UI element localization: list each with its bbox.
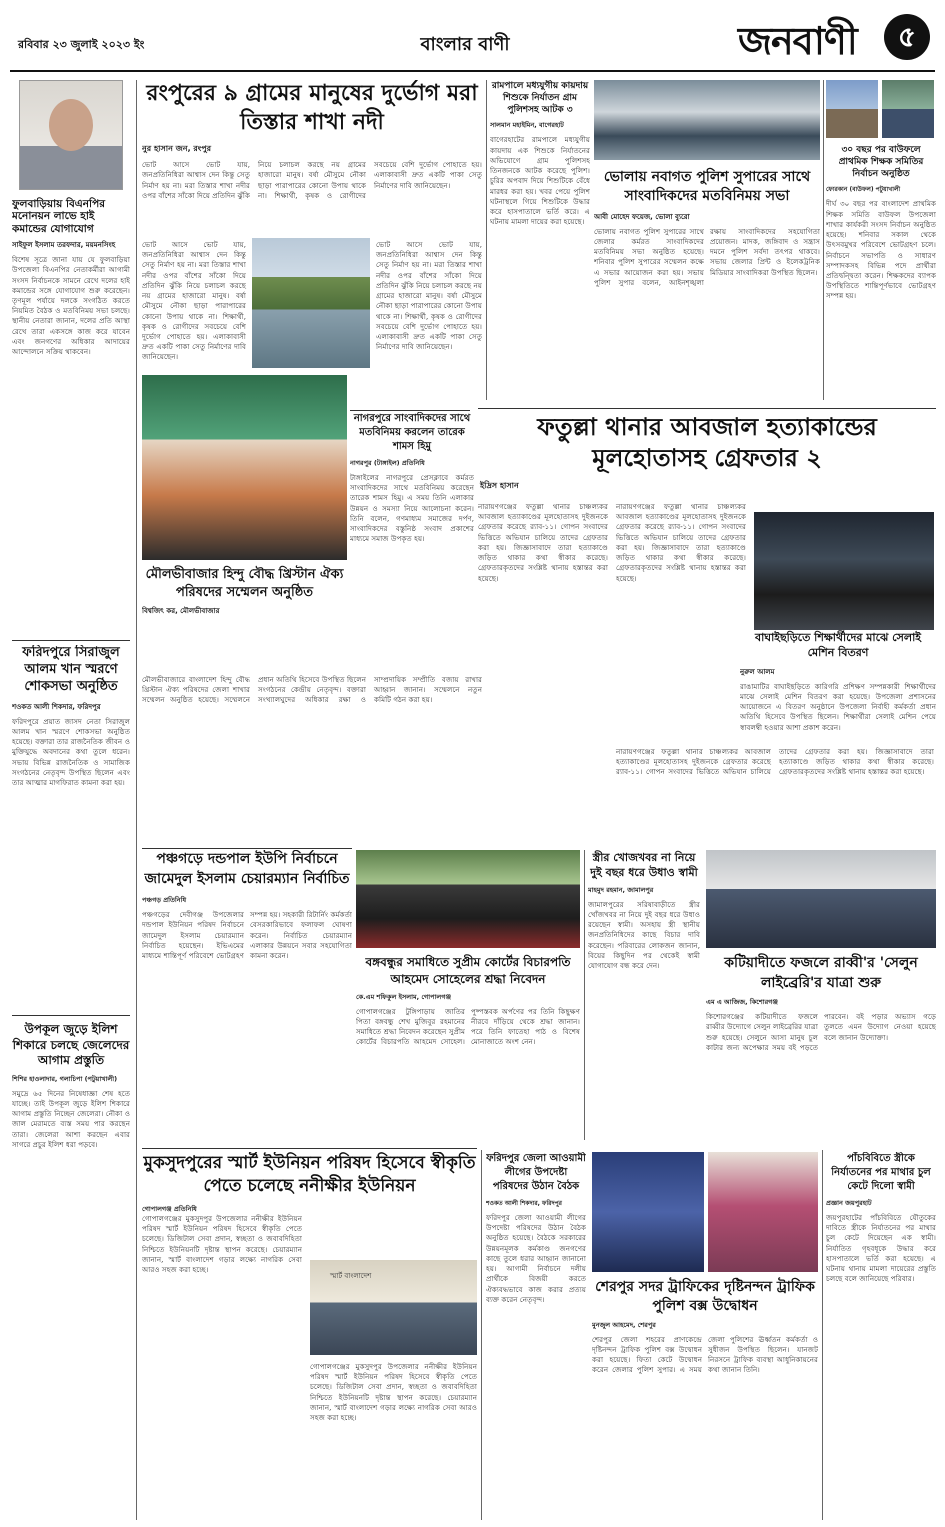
article-body: গোপালগঞ্জের টুঙ্গিপাড়ায় জাতির পিতা বঙ্গবন্ধু শেখ মুজিবুর রহমানের সমাধিতে শ্রদ্ধা নিবেদন করেছেন সুপ্রীম কোর্টের বিচারপতি আহমেদ সোহেল। পুষ্পস্তবক অর্পণের পর তিনি কিছুক্ষণ নীরবে দাঁড়িয়ে থেকে শ্রদ্ধা জানান। পরে তিনি ফাতেহা পাঠ ও বিশেষ মোনাজাতে অংশ নেন। — [356, 1006, 580, 1047]
byline: গোপালগঞ্জ প্রতিনিধি — [142, 1204, 197, 1213]
masthead-rule — [10, 70, 935, 72]
article-faridpur-al — [486, 1152, 586, 1517]
headline: কটিয়াদীতে ফজলে রাব্বী'র 'সেলুন লাইব্রেরি'র যাত্রা শুরু — [724, 955, 918, 991]
conference-photo — [142, 375, 347, 560]
arrest-photo — [754, 512, 934, 630]
headline: ভোলায় নবাগত পুলিশ সুপারের সাথে সাংবাদিকদের মতবিনিময় সভা — [603, 169, 811, 204]
inauguration-photos — [592, 1152, 818, 1272]
article-body: টাঙ্গাইলের নাগরপুরে প্রেসক্লাবে কর্মরত সাংবাদিকদের সাথে মতবিনিময় করেছেন তারেক শামস হিমু। এ সময় তিনি এলাকার উন্নয়ন ও সমস্যা নিয়ে আলোচনা করেন। তিনি বলেন, গণমাধ্যম সমাজের দর্পণ, সাংবাদিকদের বস্তুনিষ্ঠ সংবাদ প্রকাশের মাধ্যমে সমাজ উপকৃত হয়। — [350, 473, 474, 544]
byline: সাইফুল ইসলাম তরফদার, ময়মনসিংহ — [12, 241, 116, 250]
moulvibazar-body: মৌলভীবাজারে বাংলাদেশ হিন্দু বৌদ্ধ খ্রিস্টান ঐক্য পরিষদের জেলা শাখার সম্মেলন অনুষ্ঠিত হয়েছে। সম্মেলনে প্রধান অতিথি হিসেবে উপস্থিত ছিলেন সংগঠনের কেন্দ্রীয় নেতৃবৃন্দ। বক্তারা সংখ্যালঘুদের অধিকার রক্ষা ও সাম্প্রদায়িক সম্প্রীতি বজায় রাখার আহ্বান জানান। সম্মেলনে নতুন কমিটি গঠন করা হয়। — [142, 675, 482, 705]
byline: ইদ্রিস হাসান — [480, 481, 519, 491]
divider — [12, 1015, 130, 1016]
byline: মাহমুদ রহমান, জামালপুর — [588, 885, 654, 894]
headline: নাগরপুরে সাংবাদিকদের সাথে মতবিনিময় করলেন তারেক শামস হিমু — [353, 413, 471, 452]
article-body: পঞ্চগড়ের দেবীগঞ্জ উপজেলার দন্ডপাল ইউনিয়ন পরিষদ নির্বাচনে জামেদুল ইসলাম চেয়ারম্যান নির্বাচিত হয়েছেন। ইভিএমের মাধ্যমে শান্তিপূর্ণ পরিবেশে ভোটগ্রহণ সম্পন্ন হয়। সহকারী রিটার্নিং কর্মকর্তা বেসরকারিভাবে ফলাফল ঘোষণা করেন। নির্বাচিত চেয়ারম্যান এলাকার উন্নয়নে সবার সহযোগিতা কামনা করেন। — [142, 910, 352, 961]
byline: এম এ আজিজ, কিশোরগঞ্জ — [706, 998, 778, 1007]
article-fulbaria — [12, 80, 130, 630]
article-muksudpur — [142, 1152, 477, 1517]
article-sirajul — [12, 645, 130, 920]
article-bhola — [594, 80, 820, 400]
headline: ৩০ বছর পর বাউফলে প্রাথমিক শিক্ষক সমিতির নির্বাচন অনুষ্ঠিত — [838, 145, 924, 180]
article-bangabandhu — [356, 850, 580, 1140]
page-number: ৫ — [897, 20, 917, 53]
article-body-continued: নারায়ণগঞ্জের ফতুল্লা থানার চাঞ্চল্যকর আবজাল হত্যাকাণ্ডের মূলহোতাসহ দুইজনকে গ্রেফতার করেছে র‌্যাব-১১। গোপন সংবাদের ভিত্তিতে অভিযান চালিয়ে তাদের গ্রেফতার করা হয়। জিজ্ঞাসাবাদে তারা হত্যাকাণ্ডে জড়িত থাকার কথা স্বীকার করেছে। গ্রেফতারকৃতদের সংশ্লিষ্ট থানায় হস্তান্তর করা হয়েছে। — [616, 502, 746, 583]
masthead — [0, 0, 945, 78]
headline: শেরপুর সদর ট্রাফিকের দৃষ্টিনন্দন ট্রাফিক পুলিশ বক্স উদ্বোধন — [595, 1279, 815, 1314]
byline: সালমান মহাইমিন, বাগেরহাট — [490, 121, 564, 130]
article-sherpur — [592, 1152, 818, 1517]
headline: ফরিদপুরে সিরাজুল আলম খান স্মরণে শোকসভা অনুষ্ঠিত — [22, 645, 120, 694]
headline: মৌলভীবাজার হিন্দু বৌদ্ধ খ্রিস্টান ঐক্য পরিষদের সম্মেলন অনুষ্ঠিত — [145, 567, 344, 600]
headline: ফরিদপুর জেলা আওয়ামী লীগের উপদেষ্টা পরিষদের উঠান বৈঠক — [486, 1153, 586, 1192]
article-panchbibi — [826, 1152, 936, 1517]
headline: মুকসুদপুরের স্মার্ট ইউনিয়ন পরিষদ হিসেবে স্বীকৃতি পেতে চলেছে ননীক্ষীর ইউনিয়ন — [143, 1153, 476, 1196]
article-body-continued: ভোট আসে ভোট যায়, জনপ্রতিনিধিরা আশ্বাস দেন কিন্তু সেতু নির্মাণ হয় না। মরা তিস্তার শাখা নদীর ওপর বাঁশের সাঁকো দিয়ে প্রতিদিন ঝুঁকি নিয়ে চলাচল করছে নয় গ্রামের হাজারো মানুষ। বর্ষা মৌসুমে নৌকা ছাড়া পারাপারের কোনো উপায় থাকে না। শিক্ষার্থী, কৃষক ও রোগীদের সবচেয়ে বেশি দুর্ভোগ পোহাতে হয়। এলাকাবাসী দ্রুত একটি পাকা সেতু নির্মাণের দাবি জানিয়েছেন। — [142, 240, 246, 362]
river-bridge-photo — [252, 238, 370, 368]
article-panchagarh — [142, 850, 352, 1140]
union-office-photo — [310, 1260, 477, 1355]
headline: পঞ্চগড়ে দন্ডপাল ইউপি নির্বাচনে জামেদুল ইসলাম চেয়ারম্যান নির্বাচিত — [144, 851, 350, 887]
divider — [350, 410, 470, 411]
article-body-continued: গোপালগঞ্জের মুকসুদপুর উপজেলার ননীক্ষীর ইউনিয়ন পরিষদ স্মার্ট ইউনিয়ন পরিষদ হিসেবে স্বীকৃতি পেতে চলেছে। ডিজিটাল সেবা প্রদান, স্বচ্ছতা ও জবাবদিহিতা নিশ্চিতে ইউনিয়নটি দৃষ্টান্ত স্থাপন করেছে। চেয়ারম্যান জানান, স্মার্ট বাংলাদেশ গড়ার লক্ষ্যে নাগরিক সেবা আরও সহজ করা হচ্ছে। — [310, 1362, 477, 1423]
portrait-photo — [19, 80, 123, 190]
byline: নুরুল আলম — [740, 667, 775, 676]
article-primary — [826, 80, 936, 410]
column-rule — [481, 1150, 482, 1520]
article-body: রাঙামাটির বাঘাইছড়িতে কারিগরি প্রশিক্ষণ সম্পন্নকারী শিক্ষার্থীদের মাঝে সেলাই মেশিন বিতরণ করা হয়েছে। উপজেলা প্রশাসনের আয়োজনে এ বিতরণ অনুষ্ঠানে উপজেলা নির্বাহী কর্মকর্তা প্রধান অতিথি হিসেবে উপস্থিত ছিলেন। শিক্ষার্থীরা সেলাই মেশিন পেয়ে স্বাবলম্বী হওয়ার আশা প্রকাশ করেন। — [740, 681, 936, 732]
police-photo — [592, 1152, 704, 1272]
issue-date: রবিবার ২৩ জুলাই ২০২৩ ইং — [18, 38, 145, 51]
memorial-photo — [356, 850, 580, 948]
column-rule — [486, 80, 487, 400]
article-body-continued: নারায়ণগঞ্জের ফতুল্লা থানার চাঞ্চল্যকর আবজাল হত্যাকাণ্ডের মূলহোতাসহ দুইজনকে গ্রেফতার করেছে র‌্যাব-১১। গোপন সংবাদের ভিত্তিতে অভিযান চালিয়ে তাদের গ্রেফতার করা হয়। জিজ্ঞাসাবাদে তারা হত্যাকাণ্ডে জড়িত থাকার কথা স্বীকার করেছে। গ্রেফতারকৃতদের সংশ্লিষ্ট থানায় হস্তান্তর করা হয়েছে। — [616, 747, 934, 777]
newspaper-logo — [738, 12, 888, 64]
article-body: ভোট আসে ভোট যায়, জনপ্রতিনিধিরা আশ্বাস দেন কিন্তু সেতু নির্মাণ হয় না। মরা তিস্তার শাখা নদীর ওপর বাঁশের সাঁকো দিয়ে প্রতিদিন ঝুঁকি নিয়ে চলাচল করছে নয় গ্রামের হাজারো মানুষ। বর্ষা মৌসুমে নৌকা ছাড়া পারাপারের কোনো উপায় থাকে না। শিক্ষার্থী, কৃষক ও রোগীদের সবচেয়ে বেশি দুর্ভোগ পোহাতে হয়। এলাকাবাসী দ্রুত একটি পাকা সেতু নির্মাণের দাবি জানিয়েছেন। — [142, 160, 482, 200]
divider — [12, 640, 130, 641]
byline: কে.এম শফিকুল ইসলাম, গোপালগঞ্জ — [356, 992, 452, 1001]
candidate-photo — [882, 80, 934, 138]
column-rule — [584, 850, 585, 1140]
column-rule — [823, 80, 824, 400]
byline: শওকত আলী শিকদার, ফরিদপুর — [486, 1200, 562, 1207]
headline: উপকূল জুড়ে ইলিশ শিকারে চলছে জেলেদের আগাম প্রস্তুতি — [12, 1022, 130, 1068]
article-body: জয়পুরহাটের পাঁচবিবিতে যৌতুকের দাবিতে স্ত্রীকে নির্যাতনের পর মাথার চুল কেটে দিয়েছেন এক স্বামী। নির্যাতিত গৃহবধূকে উদ্ধার করে হাসপাতালে ভর্তি করা হয়েছে। এ ঘটনায় থানায় মামলা দায়েরের প্রস্তুতি চলছে বলে জানিয়েছে পরিবার। — [826, 1213, 936, 1284]
article-body: ভোলায় নবাগত পুলিশ সুপারের সাথে জেলার কর্মরত সাংবাদিকদের মতবিনিময় সভা অনুষ্ঠিত হয়েছে। শনিবার পুলিশ সুপারের সম্মেলন কক্ষে এ সভার আয়োজন করা হয়। সভায় পুলিশ সুপার বলেন, আইনশৃঙ্খলা রক্ষায় সাংবাদিকদের সহযোগিতা প্রয়োজন। মাদক, জঙ্গিবাদ ও সন্ত্রাস দমনে পুলিশ সর্বদা তৎপর থাকবে। সভায় জেলার প্রিন্ট ও ইলেকট্রনিক মিডিয়ার সাংবাদিকরা উপস্থিত ছিলেন। — [594, 226, 820, 287]
divider — [142, 1148, 477, 1149]
section-title: বাংলার বাণী — [420, 34, 510, 55]
headline: রংপুরের ৯ গ্রামের মানুষের দুর্ভোগ মরা তিস্তার শাখা নদী — [146, 81, 478, 135]
candidate-photo — [826, 80, 878, 138]
byline: ফোরকান (বাউফল) পটুয়াখালী — [826, 186, 901, 194]
divider — [478, 408, 936, 409]
saloon-library-photo — [706, 850, 936, 948]
headline: বাঘাইছড়িতে শিক্ষার্থীদের মাঝে সেলাই মেশিন বিতরণ — [754, 631, 921, 660]
candidate-photos — [826, 80, 936, 138]
column-rule — [822, 1150, 823, 1520]
byline: মুনজুল আহমেদ, শেরপুর — [592, 1320, 656, 1329]
article-body: জামালপুরের সরিষাবাড়ীতে স্ত্রীর খোঁজখবর না নিয়ে দুই বছর ধরে উধাও রয়েছেন স্বামী। অসহায় স্ত্রী স্থানীয় জনপ্রতিনিধিদের কাছে বিচার দাবি করেছেন। পরিবারের লোকজন জানান, বিয়ের কিছুদিন পর থেকেই স্বামী যোগাযোগ বন্ধ করে দেন। — [588, 899, 700, 971]
meeting-photo — [594, 80, 820, 160]
article-body: সমুদ্রে ৬৫ দিনের নিষেধাজ্ঞা শেষ হতে যাচ্ছে। তাই উপকূল জুড়ে ইলিশ শিকারে আগাম প্রস্তুতি নিচ্ছেন জেলেরা। নৌকা ও জাল মেরামতে ব্যস্ত সময় পার করছেন তারা। জেলেরা আশা করছেন এবার সাগরে প্রচুর ইলিশ ধরা পড়বে। — [12, 1088, 130, 1149]
headline: ফুলবাড়িয়ায় বিএনপির মনোনয়ন লাভে হাই কমান্ডের যোগাযোগ — [12, 198, 105, 235]
article-ilish — [12, 1022, 130, 1517]
column-rule — [136, 80, 137, 1520]
article-moulvibazar — [142, 375, 347, 670]
article-body: গোপালগঞ্জের মুকসুদপুর উপজেলার ননীক্ষীর ইউনিয়ন পরিষদ স্মার্ট ইউনিয়ন পরিষদ হিসেবে স্বীকৃতি পেতে চলেছে। ডিজিটাল সেবা প্রদান, স্বচ্ছতা ও জবাবদিহিতা নিশ্চিতে ইউনিয়নটি দৃষ্টান্ত স্থাপন করেছে। চেয়ারম্যান জানান, স্মার্ট বাংলাদেশ গড়ার লক্ষ্যে নাগরিক সেবা আরও সহজ করা হচ্ছে। — [142, 1214, 302, 1275]
byline: শওকত আলী শিকদার, ফরিদপুর — [12, 702, 101, 711]
headline: স্ত্রীর খোজখবর না নিয়ে দুই বছর ধরে উধাও স্বামী — [590, 851, 698, 880]
byline: বিশ্বজিৎ কর, মৌলভীবাজার — [142, 607, 220, 616]
byline: শিশির হাওলাদার, গলাচিপা (পটুয়াখালী) — [12, 1074, 118, 1083]
article-body: বাগেরহাটের রামপালে মধ্যযুগীয় কায়দায় এক শিশুকে নির্যাতনের অভিযোগে গ্রাম পুলিশসহ তিনজনকে আটক করেছে পুলিশ। চুরির অপবাদ দিয়ে শিশুটিকে বেঁধে মারধর করা হয়। খবর পেয়ে পুলিশ ঘটনাস্থলে গিয়ে শিশুটিকে উদ্ধার করে হাসপাতালে ভর্তি করে। এ ঘটনায় মামলা দায়ের করা হয়েছে। — [490, 135, 590, 227]
article-body: নারায়ণগঞ্জের ফতুল্লা থানার চাঞ্চল্যকর আবজাল হত্যাকাণ্ডের মূলহোতাসহ দুইজনকে গ্রেফতার করেছে র‌্যাব-১১। গোপন সংবাদের ভিত্তিতে অভিযান চালিয়ে তাদের গ্রেফতার করা হয়। জিজ্ঞাসাবাদে তারা হত্যাকাণ্ডে জড়িত থাকার কথা স্বীকার করেছে। গ্রেফতারকৃতদের সংশ্লিষ্ট থানায় হস্তান্তর করা হয়েছে। — [478, 502, 608, 583]
byline: প্রজ্ঞান জয়পুরহাট — [826, 1199, 872, 1207]
article-body: ফরিদপুরে প্রয়াত জাসদ নেতা সিরাজুল আলম খান স্মরণে শোকসভা অনুষ্ঠিত হয়েছে। বক্তারা তার রাজনৈতিক জীবন ও মুক্তিযুদ্ধে অবদানের কথা তুলে ধরেন। সভায় বিভিন্ন রাজনৈতিক ও সামাজিক সংগঠনের নেতৃবৃন্দ উপস্থিত ছিলেন এবং তার আত্মার মাগফিরাত কামনা করা হয়। — [12, 716, 130, 787]
article-bagaichari — [740, 630, 936, 850]
article-body-continued: ভোট আসে ভোট যায়, জনপ্রতিনিধিরা আশ্বাস দেন কিন্তু সেতু নির্মাণ হয় না। মরা তিস্তার শাখা নদীর ওপর বাঁশের সাঁকো দিয়ে প্রতিদিন ঝুঁকি নিয়ে চলাচল করছে নয় গ্রামের হাজারো মানুষ। বর্ষা মৌসুমে নৌকা ছাড়া পারাপারের কোনো উপায় থাকে না। শিক্ষার্থী, কৃষক ও রোগীদের সবচেয়ে বেশি দুর্ভোগ পোহাতে হয়। এলাকাবাসী দ্রুত একটি পাকা সেতু নির্মাণের দাবি জানিয়েছেন। — [376, 240, 482, 352]
byline: নাগরপুর (টাঙ্গাইল) প্রতিনিধি — [350, 459, 425, 467]
headline: বঙ্গবন্ধুর সমাধিতে সুপ্রীম কোর্টের বিচারপতি আহমেদ সোহেলের শ্রদ্ধা নিবেদন — [365, 955, 571, 986]
article-body: শেরপুর জেলা শহরের প্রাণকেন্দ্রে দৃষ্টিনন্দন ট্রাফিক পুলিশ বক্স উদ্বোধন করা হয়েছে। ফিতা কেটে উদ্বোধন করেন জেলার পুলিশ সুপার। এ সময় জেলা পুলিশের ঊর্ধ্বতন কর্মকর্তা ও সুধীজন উপস্থিত ছিলেন। যানজট নিরসনে ট্রাফিক ব্যবস্থা আধুনিকায়নের কথা জানান তিনি। — [592, 1334, 818, 1375]
headline: ফতুল্লা থানার আবজাল হত্যাকান্ডের মূলহোতাসহ গ্রেফতার ২ — [537, 413, 877, 473]
logo-text: জনবাণী — [738, 19, 857, 63]
ribbon-cutting-photo — [708, 1152, 818, 1272]
article-katiadi — [706, 850, 936, 1140]
byline: আবী মোহেদ ফয়েজ, ভোলা ব্যুরো — [594, 212, 690, 221]
article-rampal — [490, 80, 590, 400]
byline: পঞ্চগড় প্রতিনিধি — [142, 896, 187, 905]
byline: নুর হাসান জন, রংপুর — [142, 144, 212, 154]
article-tarek — [350, 412, 474, 662]
page-number-badge — [884, 14, 930, 60]
article-body: বিশেষ সূত্রে জানা যায় যে ফুলবাড়িয়া উপজেলা বিএনপির নেতাকর্মীরা আগামী সংসদ নির্বাচনকে সামনে রেখে দলের হাই কমান্ডের সঙ্গে যোগাযোগ শুরু করেছেন। তৃণমূল পর্যায়ে দলকে সংগঠিত করতে নিয়মিত বৈঠক ও মতবিনিময় সভা চলছে। স্থানীয় নেতারা জানান, দলের প্রতি আস্থা রেখে তারা একসঙ্গে কাজ করে যাবেন এবং জনগণের অধিকার আদায়ের আন্দোলনে সক্রিয় থাকবেন। — [12, 255, 130, 357]
article-body: দীর্ঘ ৩০ বছর পর বাংলাদেশ প্রাথমিক শিক্ষক সমিতি বাউফল উপজেলা শাখার কার্যকরী সংসদ নির্বাচন অনুষ্ঠিত হয়েছে। শনিবার সকাল থেকে উৎসবমুখর পরিবেশে ভোটগ্রহণ চলে। নির্বাচনে সভাপতি ও সাধারণ সম্পাদকসহ বিভিন্ন পদে প্রার্থীরা প্রতিদ্বন্দ্বিতা করেন। শিক্ষকদের ব্যাপক উপস্থিতিতে শান্তিপূর্ণভাবে ভোটগ্রহণ সম্পন্ন হয়। — [826, 199, 936, 301]
headline: পাঁচবিবিতে স্ত্রীকে নির্যাতনের পর মাথার চুল কেটে দিলো স্বামী — [831, 1153, 931, 1192]
article-body: ফরিদপুর জেলা আওয়ামী লীগের উপদেষ্টা পরিষদের উঠান বৈঠক অনুষ্ঠিত হয়েছে। বৈঠকে সরকারের উন্নয়নমূলক কর্মকাণ্ড জনগণের কাছে তুলে ধরার আহ্বান জানানো হয়। আগামী নির্বাচনে দলীয় প্রার্থীকে বিজয়ী করতে ঐক্যবদ্ধভাবে কাজ করার প্রত্যয় ব্যক্ত করেন নেতৃবৃন্দ। — [486, 1213, 586, 1304]
article-body: কিশোরগঞ্জের কটিয়াদীতে ফজলে রাব্বীর উদ্যোগে সেলুন লাইব্রেরির যাত্রা শুরু হয়েছে। সেলুনে আসা মানুষ চুল কাটার জন্য অপেক্ষার সময় বই পড়তে পারবেন। বই পড়ার অভ্যাস গড়ে তুলতে এমন উদ্যোগ নেওয়া হয়েছে বলে জানান উদ্যোক্তা। — [706, 1012, 936, 1052]
divider — [142, 848, 352, 849]
article-jamalpur — [588, 850, 700, 1140]
notice-board-caption: স্মার্ট বাংলাদেশ — [330, 1272, 372, 1280]
headline: রামপালে মধ্যযুগীয় কায়দায় শিশুকে নির্যাতন গ্রাম পুলিশসহ আটক ৩ — [491, 81, 589, 116]
